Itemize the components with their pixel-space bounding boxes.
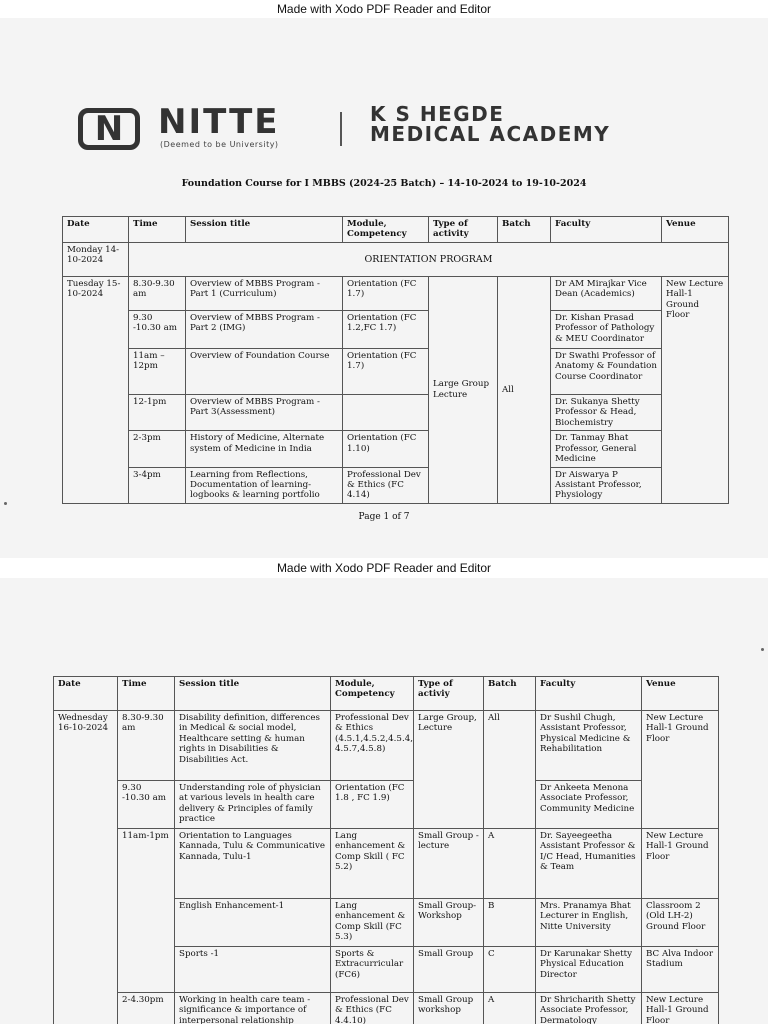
faculty-cell: Dr AM Mirajkar Vice Dean (Academics) (551, 276, 662, 310)
time-cell: 2-3pm (129, 431, 186, 467)
page-number: Page 1 of 7 (358, 512, 410, 522)
time-cell: 9.30 -10.30 am (129, 310, 186, 348)
pdf-page-2 (0, 578, 768, 1024)
table-header-row (54, 677, 719, 711)
module-cell: Professional Dev & Ethics (4.5.1,4.5.2,4.5.4, 4.5.7,4.5.8) (331, 711, 414, 781)
faculty-cell: Dr Swathi Professor of Anatomy & Foundation Course Coordinator (551, 348, 662, 394)
module-cell (343, 394, 429, 430)
module-cell: Sports & Extracurricular (FC6) (331, 947, 414, 993)
table-row-monday (63, 242, 729, 276)
venue-cell: New Lecture Hall-1 Ground Floor (662, 276, 729, 503)
time-cell: 8.30-9.30 am (129, 276, 186, 310)
module-cell: Orientation (FC 1.2,FC 1.7) (343, 310, 429, 348)
session-cell: Disability definition, differences in Medical & social model, Healthcare setting & human rights in Disabilities & Disabilities Act. (175, 711, 331, 781)
venue-cell: New Lecture Hall-1 Ground Floor (642, 829, 719, 899)
header-date: Date (54, 677, 118, 711)
time-cell: 11am-1pm (118, 829, 175, 993)
venue-cell: New Lecture Hall-1 Ground Floor (642, 993, 719, 1024)
type-cell: Small Group (414, 947, 484, 993)
module-cell: Orientation (FC 1.7) (343, 348, 429, 394)
table-row (54, 781, 719, 829)
header-module: Module, Competency (331, 677, 414, 711)
xodo-banner: Made with Xodo PDF Reader and Editor (0, 0, 768, 18)
header-faculty: Faculty (551, 217, 662, 243)
logo-academy-line-1: K S HEGDE (370, 102, 505, 126)
table-header-row (63, 217, 729, 243)
session-cell: Learning from Reflections, Documentation of learning- logbooks & learning portfolio (186, 467, 343, 503)
orientation-program-label: ORIENTATION PROGRAM (129, 242, 729, 276)
table-row (63, 310, 729, 348)
module-cell: Orientation (FC 1.8 , FC 1.9) (331, 781, 414, 829)
logo-academy (370, 104, 610, 144)
table-row (63, 348, 729, 394)
document-title: Foundation Course for I MBBS (2024-25 Batch) – 14-10-2024 to 19-10-2024 (181, 178, 587, 189)
header-batch: Batch (484, 677, 536, 711)
module-cell: Orientation (FC 1.10) (343, 431, 429, 467)
header-type: Type of activity (429, 217, 498, 243)
scan-speck (761, 648, 764, 651)
type-cell: Small Group workshop (414, 993, 484, 1024)
venue-cell: New Lecture Hall-1 Ground Floor (642, 711, 719, 829)
batch-cell: All (498, 276, 551, 503)
session-cell: English Enhancement-1 (175, 899, 331, 947)
table-row (63, 431, 729, 467)
faculty-cell: Dr Karunakar Shetty Physical Education Director (536, 947, 642, 993)
date-cell: Tuesday 15-10-2024 (63, 276, 129, 503)
table-row (63, 467, 729, 503)
date-cell: Monday 14-10-2024 (63, 242, 129, 276)
time-cell: 2-4.30pm (118, 993, 175, 1024)
xodo-banner: Made with Xodo PDF Reader and Editor (0, 558, 768, 578)
header-type: Type of activiy (414, 677, 484, 711)
time-cell: 8.30-9.30 am (118, 711, 175, 781)
session-cell: Overview of Foundation Course (186, 348, 343, 394)
time-cell: 9.30 -10.30 am (118, 781, 175, 829)
logo-academy-line-2: MEDICAL ACADEMY (370, 122, 611, 146)
header-time: Time (129, 217, 186, 243)
module-cell: Professional Dev & Ethics (FC 4.4.10) (331, 993, 414, 1024)
header-module: Module, Competency (343, 217, 429, 243)
logo-subtitle: (Deemed to be University) (160, 140, 279, 149)
time-cell: 11am – 12pm (129, 348, 186, 394)
faculty-cell: Dr Ankeeta Menona Associate Professor, Community Medicine (536, 781, 642, 829)
schedule-table-page-1 (62, 216, 729, 504)
time-cell: 3-4pm (129, 467, 186, 503)
type-cell: Small Group - lecture (414, 829, 484, 899)
schedule-table-page-2 (53, 676, 719, 1024)
session-cell: Overview of MBBS Program - Part 3(Assessment) (186, 394, 343, 430)
batch-cell: A (484, 993, 536, 1024)
faculty-cell: Dr. Sayeegeetha Assistant Professor & I/C Head, Humanities & Team (536, 829, 642, 899)
batch-cell: B (484, 899, 536, 947)
type-cell: Small Group- Workshop (414, 899, 484, 947)
logo-name: NITTE (158, 102, 280, 142)
session-cell: Orientation to Languages Kannada, Tulu & Communicative Kannada, Tulu-1 (175, 829, 331, 899)
table-row (54, 711, 719, 781)
faculty-cell: Dr Shricharith Shetty Associate Professor, Dermatology (536, 993, 642, 1024)
faculty-cell: Dr Sushil Chugh, Assistant Professor, Physical Medicine & Rehabilitation (536, 711, 642, 781)
module-cell: Professional Dev & Ethics (FC 4.14) (343, 467, 429, 503)
batch-cell: All (484, 711, 536, 829)
header-time: Time (118, 677, 175, 711)
header-session: Session title (175, 677, 331, 711)
header-session: Session title (186, 217, 343, 243)
header-date: Date (63, 217, 129, 243)
table-row (54, 829, 719, 899)
session-cell: Sports -1 (175, 947, 331, 993)
faculty-cell: Dr Aiswarya P Assistant Professor, Physiology (551, 467, 662, 503)
type-cell: Large Group, Lecture (414, 711, 484, 829)
faculty-cell: Dr. Sukanya Shetty Professor & Head, Biochemistry (551, 394, 662, 430)
module-cell: Lang enhancement & Comp Skill ( FC 5.2) (331, 829, 414, 899)
nitte-logo (78, 102, 738, 156)
type-cell: Large Group Lecture (429, 276, 498, 503)
session-cell: History of Medicine, Alternate system of Medicine in India (186, 431, 343, 467)
faculty-cell: Mrs. Pranamya Bhat Lecturer in English, Nitte University (536, 899, 642, 947)
venue-cell: BC Alva Indoor Stadium (642, 947, 719, 993)
venue-cell: Classroom 2 (Old LH-2) Ground Floor (642, 899, 719, 947)
date-cell: Wednesday 16-10-2024 (54, 711, 118, 1024)
module-cell: Orientation (FC 1.7) (343, 276, 429, 310)
nitte-emblem-icon (78, 108, 140, 150)
header-venue: Venue (642, 677, 719, 711)
table-row (63, 394, 729, 430)
session-cell: Working in health care team - significance & importance of interpersonal relationship (175, 993, 331, 1024)
batch-cell: C (484, 947, 536, 993)
table-row (63, 276, 729, 310)
faculty-cell: Dr. Tanmay Bhat Professor, General Medicine (551, 431, 662, 467)
header-batch: Batch (498, 217, 551, 243)
session-cell: Understanding role of physician at various levels in health care delivery & Principles of family practice (175, 781, 331, 829)
pdf-page-1 (0, 18, 768, 558)
scan-speck (4, 502, 7, 505)
batch-cell: A (484, 829, 536, 899)
time-cell: 12-1pm (129, 394, 186, 430)
session-cell: Overview of MBBS Program -Part 2 (IMG) (186, 310, 343, 348)
session-cell: Overview of MBBS Program - Part 1 (Curriculum) (186, 276, 343, 310)
header-venue: Venue (662, 217, 729, 243)
logo-divider (340, 112, 342, 146)
module-cell: Lang enhancement & Comp Skill (FC 5.3) (331, 899, 414, 947)
table-row (54, 993, 719, 1024)
header-faculty: Faculty (536, 677, 642, 711)
faculty-cell: Dr. Kishan Prasad Professor of Pathology & MEU Coordinator (551, 310, 662, 348)
